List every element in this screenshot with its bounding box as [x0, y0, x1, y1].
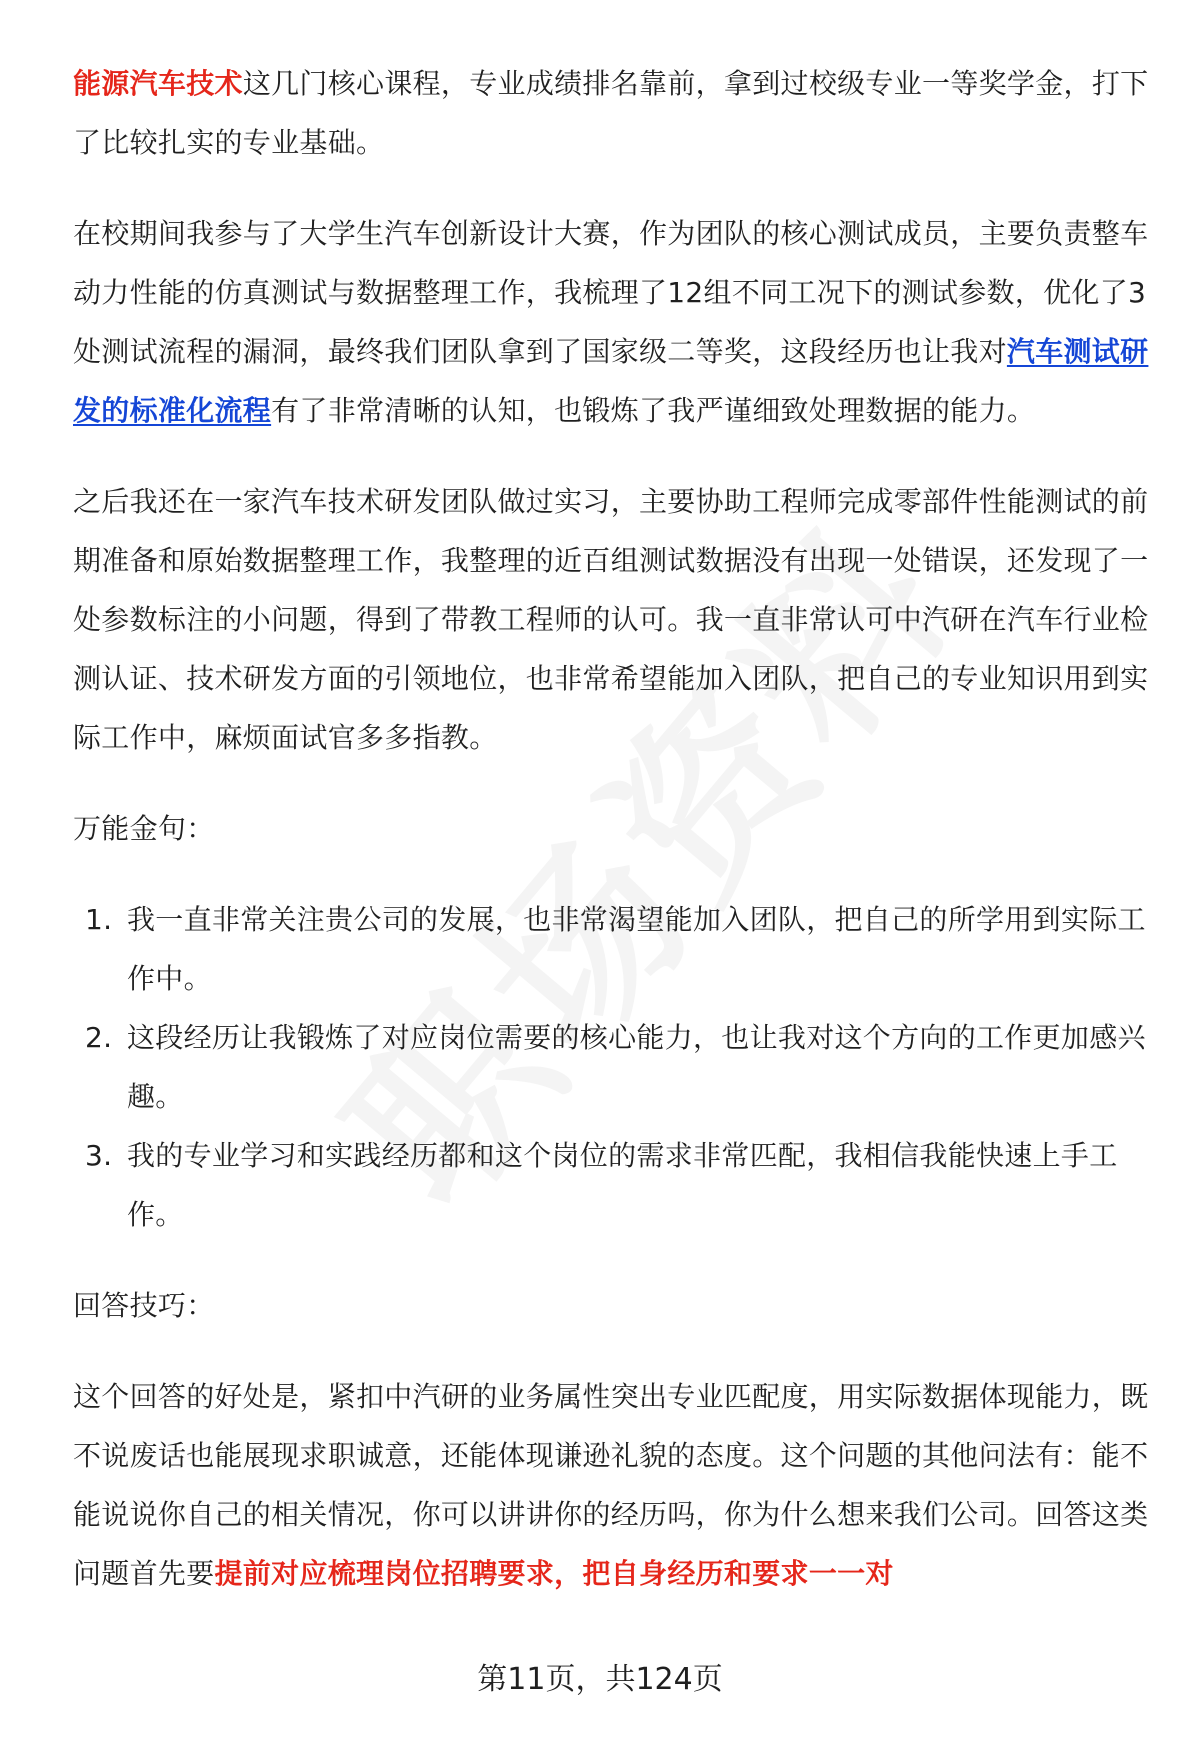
paragraph-answer-tips [73, 1367, 1153, 1603]
golden-sentences-heading: 万能金句： [73, 812, 215, 845]
paragraph-text: 这几门核心课程，专业成绩排名靠前，拿到过校级专业一等奖学金，打下了比较扎实的专业基础。 [73, 67, 1149, 159]
list-item-number: 1. [85, 903, 113, 936]
list-item [73, 1008, 1153, 1126]
list-item-number: 3. [85, 1139, 113, 1172]
page-number-footer: 第11页，共124页 [477, 1662, 723, 1697]
highlight-red-text: 提前对应梳理岗位招聘要求，把自身经历和要求一一对 [214, 1557, 894, 1590]
paragraph-text: 在校期间我参与了大学生汽车创新设计大赛，作为团队的核心测试成员，主要负责整车动力性能的仿真测试与数据整理工作，我梳理了12组不同工况下的测试参数，优化了3处测试流程的漏洞，最终我们团队拿到了国家级二等奖，这段经历也让我对 [73, 217, 1149, 368]
list-item [73, 890, 1153, 1008]
highlight-red-text: 能源汽车技术 [73, 67, 243, 100]
answer-tips-heading: 回答技巧： [73, 1289, 215, 1322]
paragraph-text: 有了非常清晰的认知，也锻炼了我严谨细致处理数据的能力。 [271, 394, 1036, 427]
paragraph-internship: 之后我还在一家汽车技术研发团队做过实习，主要协助工程师完成零部件性能测试的前期准备和原始数据整理工作，我整理的近百组测试数据没有出现一处错误，还发现了一处参数标注的小问题，得到了带教工程师的认可。我一直非常认可中汽研在汽车行业检测认证、技术研发方面的引领地位，也非常希望能加入团队，把自己的专业知识用到实际工作中，麻烦面试官多多指教。 [73, 485, 1149, 754]
highlight-blue-link[interactable]: 汽车测试研发的标准化流程 [73, 335, 1149, 427]
list-item-text: 我的专业学习和实践经历都和这个岗位的需求非常匹配，我相信我能快速上手工作。 [127, 1139, 1118, 1231]
list-item-text: 这段经历让我锻炼了对应岗位需要的核心能力，也让我对这个方向的工作更加感兴趣。 [127, 1021, 1146, 1113]
paragraph-competition [73, 204, 1153, 440]
list-item-text: 我一直非常关注贵公司的发展，也非常渴望能加入团队，把自己的所学用到实际工作中。 [127, 903, 1146, 995]
document-body [73, 54, 1153, 1603]
list-item [73, 1126, 1153, 1244]
list-item-number: 2. [85, 1021, 113, 1054]
paragraph-text: 这个回答的好处是，紧扣中汽研的业务属性突出专业匹配度，用实际数据体现能力，既不说废话也能展现求职诚意，还能体现谦逊礼貌的态度。这个问题的其他问法有：能不能说说你自己的相关情况，你可以讲讲你的经历吗，你为什么想来我们公司。回答这类问题首先要 [73, 1380, 1149, 1590]
golden-sentences-list [73, 890, 1153, 1244]
paragraph-courses [73, 54, 1153, 172]
